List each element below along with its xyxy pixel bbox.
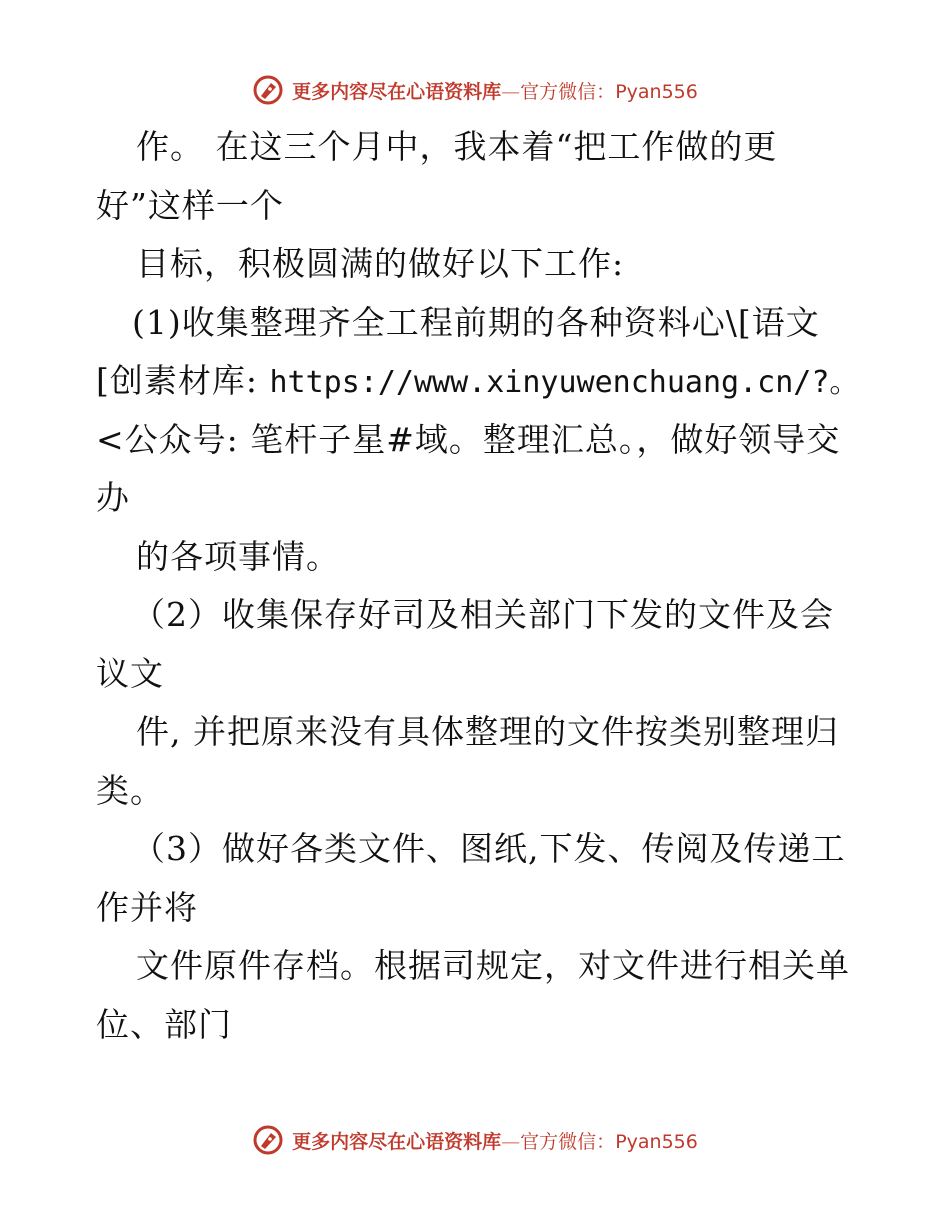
text-segment: [创素材库:	[96, 361, 270, 400]
document-body	[96, 118, 866, 1054]
text-line: 议文	[96, 653, 164, 693]
watermark-text: 更多内容尽在心语资料库—官方微信：Pyan556	[292, 80, 698, 103]
text-line: 的各项事情。	[136, 536, 340, 576]
text-line: 作并将	[96, 887, 198, 927]
header-watermark	[0, 72, 950, 108]
text-line: 目标，积极圆满的做好以下工作:	[136, 244, 625, 283]
text-line: 文件原件存档。根据司规定，对文件进行相关单	[136, 946, 850, 985]
footer-watermark	[0, 1122, 950, 1158]
text-line: (1)收集整理齐全工程前期的各种资料心\[语文	[132, 302, 820, 342]
text-line: （3）做好各类文件、图纸,下发、传阅及传递工	[132, 829, 846, 868]
watermark-text: 更多内容尽在心语资料库—官方微信：Pyan556	[292, 1130, 698, 1153]
text-line: 类。	[96, 770, 164, 810]
text-line	[96, 352, 866, 411]
text-line: <公众号: 笔杆子星#域。整理汇总。，做好领导交	[96, 419, 841, 459]
text-line: 好”这样一个	[96, 185, 284, 225]
pen-nib-logo-icon	[252, 74, 284, 106]
url-text: https://www.xinyuwenchuang.cn/?。	[269, 365, 860, 400]
text-line: 作。 在这三个月中，我本着“把工作做的更	[136, 127, 778, 166]
text-line: 件, 并把原来没有具体整理的文件按类别整理归	[136, 712, 839, 751]
text-line: 位、部门	[96, 1004, 232, 1044]
text-line: （2）收集保存好司及相关部门下发的文件及会	[132, 595, 834, 634]
text-line: 办	[96, 478, 130, 517]
pen-nib-logo-icon	[252, 1124, 284, 1156]
